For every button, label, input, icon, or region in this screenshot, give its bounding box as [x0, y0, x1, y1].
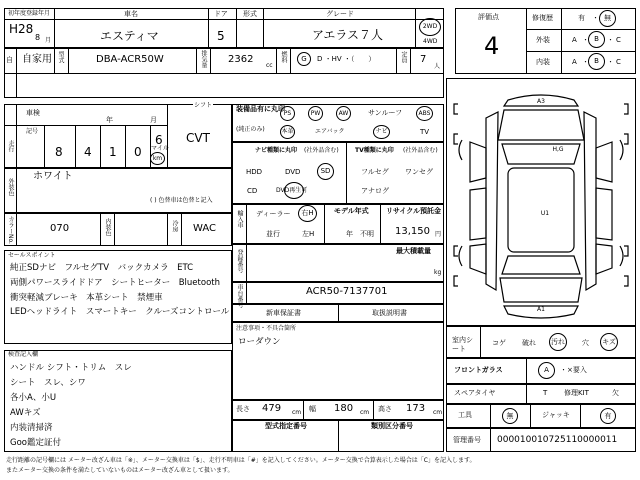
- import-right-h-circle: 右H: [298, 205, 317, 222]
- exterior-opt-a: A: [572, 36, 577, 44]
- nav-note: (社外品含む): [304, 147, 339, 154]
- digits-label: 記号: [26, 128, 39, 135]
- class-no-label: 類別区分番号: [371, 422, 413, 430]
- month-unit: 月: [45, 37, 52, 44]
- repair-opt-yes: 有: [578, 14, 585, 22]
- selling-point-2: 両側パワースライドドア シートヒーター Bluetooth: [10, 278, 220, 288]
- mileage-digit-1: 8: [55, 145, 63, 159]
- nav-sd-circle: SD: [317, 163, 334, 180]
- inspection-month-unit: 月: [150, 116, 157, 124]
- max-load-label: 最大積載量: [396, 247, 431, 255]
- mileage-digit-5: 6: [155, 133, 163, 147]
- cc-label: 形式: [243, 10, 257, 18]
- equipment-label: 装備品有に丸印: [236, 105, 285, 113]
- car-name-label: 車名: [124, 10, 138, 18]
- shift-value: CVT: [186, 131, 210, 145]
- model-label: 型式: [57, 51, 64, 63]
- seat-scratch-circle: キズ: [600, 333, 618, 351]
- first-reg-year: H28: [9, 22, 34, 36]
- tv-analog: アナログ: [361, 187, 389, 195]
- tv-fullseg: フルセグ: [361, 168, 389, 176]
- seat-stain-circle: 汚れ: [549, 333, 567, 351]
- notes-label: 注意事項・不具合箇所: [236, 325, 297, 332]
- seat-tear: 破れ: [522, 339, 536, 347]
- import-dealer: ディーラー: [256, 210, 291, 218]
- interior-seat-label: 室内シート: [452, 336, 473, 354]
- tools-none-circle: 無: [502, 408, 518, 424]
- model-year-label: モデル年式: [334, 207, 369, 215]
- model-value: DBA-ACR50W: [96, 54, 164, 65]
- notes-value: ローダウン: [238, 337, 281, 347]
- inspector-line-5: 内装清掃済: [10, 423, 53, 433]
- nav-label: ナビ種類に丸印: [255, 147, 298, 154]
- selling-point-4: LEDヘッドライト スマートキー クルーズコントロール: [10, 307, 230, 317]
- jack-label: ジャッキ: [542, 411, 570, 419]
- nav-dvd-play: DVD再生可: [276, 187, 308, 194]
- width-value: 180: [334, 403, 354, 414]
- seat-hole: 穴: [582, 339, 589, 347]
- shift-label: シフト: [194, 102, 213, 109]
- drive-2wd-circle: 2WD: [419, 18, 441, 36]
- recycle-unit: 円: [435, 231, 442, 238]
- diag-u1: U1: [540, 210, 550, 217]
- diag-a3: A3: [537, 98, 545, 105]
- inspector-line-4: AWキズ: [10, 408, 41, 418]
- trim-value: WAC: [193, 223, 216, 234]
- mileage-digit-2: 4: [84, 145, 92, 159]
- seat-burn: コゲ: [492, 339, 506, 347]
- inspector-line-6: Goo鑑定証付: [10, 438, 61, 448]
- length-value: 479: [262, 403, 282, 414]
- tv-note: (社外品含む): [403, 147, 438, 154]
- km-unit-circle: km: [150, 152, 165, 165]
- fuel-label: 燃料: [280, 51, 287, 63]
- grade-label: グレード: [326, 10, 354, 18]
- width-unit: cm: [360, 409, 370, 416]
- color-no-label: カラーNo.: [7, 216, 14, 244]
- displacement-value: 2362: [228, 54, 254, 65]
- equip-navi: ナビ: [373, 125, 390, 139]
- control-value: 000010010725110000011: [497, 435, 618, 445]
- chassis-value: ACR50-7137701: [306, 286, 388, 297]
- fuel-g-circle: G: [297, 52, 311, 66]
- height-label: 高さ: [378, 405, 392, 413]
- spare-tire-label: スペアタイヤ: [454, 389, 496, 397]
- capacity-unit: 人: [434, 63, 441, 70]
- jack-yes-circle: 有: [600, 408, 616, 424]
- recycle-value: 13,150: [395, 226, 430, 237]
- equip-leather: 本革: [280, 125, 295, 139]
- diag-hg: H,G: [552, 146, 564, 153]
- spare-tire-t: T: [543, 389, 548, 397]
- reg-number-label: 登録番号: [236, 249, 243, 273]
- displacement-unit: cc: [266, 62, 273, 69]
- equip-aw: AW: [336, 106, 351, 121]
- interior-opt-a: A: [572, 58, 577, 66]
- interior-color-label: 内装色: [104, 218, 111, 236]
- equipment-note: (純正のみ): [236, 126, 265, 133]
- trim-label: 冷房: [171, 220, 178, 232]
- interior-opt-b-circle: B: [588, 53, 605, 70]
- mileage-digit-4: 0: [134, 145, 142, 159]
- tv-label: TV種類に丸印: [355, 147, 394, 154]
- model-year-value: 年 不明: [346, 230, 374, 238]
- drive-4wd: 4WD: [423, 38, 438, 45]
- equip-tv: TV: [420, 128, 430, 136]
- car-diagram: [446, 78, 636, 326]
- width-label: 幅: [309, 405, 316, 413]
- first-reg-month: 8: [35, 33, 41, 42]
- import-left-h: 左H: [302, 230, 315, 238]
- interior-label: 内装: [536, 58, 550, 66]
- spare-tire-missing: 欠: [612, 389, 619, 397]
- front-glass-a-circle: A: [538, 362, 555, 379]
- front-glass-rest: ・×要入: [560, 366, 587, 374]
- tools-label: 工具: [458, 411, 472, 419]
- usage-value: 自家用: [22, 54, 52, 65]
- recycle-label: リサイクル預託金: [386, 207, 442, 215]
- score-label: 評価点: [478, 13, 499, 21]
- equip-ps: PS: [280, 106, 295, 121]
- color-note: ( ) 色替車は色替と記入: [150, 197, 213, 204]
- color-no-value: 070: [50, 223, 70, 234]
- capacity-value: 7: [420, 54, 427, 65]
- mile-unit: マイル: [151, 145, 169, 152]
- repair-opt-no-circle: 無: [599, 10, 616, 27]
- equip-pw: PW: [308, 106, 323, 121]
- exterior-opt-b-circle: B: [588, 31, 605, 48]
- inspector-line-2: シート スレ、シワ: [10, 378, 86, 388]
- selling-points-label: セールスポイント: [8, 252, 56, 259]
- exterior-label: 外装: [536, 36, 550, 44]
- spare-tire-kit: 修理KIT: [564, 389, 589, 397]
- manual: 取扱説明書: [372, 309, 407, 317]
- max-load-unit: kg: [434, 269, 442, 276]
- diag-a1: A1: [537, 306, 545, 313]
- equip-airbag: エアバック: [315, 128, 345, 135]
- nav-hdd: HDD: [246, 168, 263, 176]
- grade-value: アエラス７人: [312, 28, 384, 42]
- distance-label: 走行: [7, 140, 14, 152]
- footer-line-2: またメーター交換の条件を満たしていないものはメーター改ざん車として扱います。: [6, 467, 234, 474]
- new-car-warranty: 新車保証書: [266, 309, 301, 317]
- door-label: ドア: [214, 10, 228, 18]
- exterior-opt-c: C: [616, 36, 621, 44]
- import-parallel: 並行: [266, 230, 280, 238]
- selling-point-3: 衝突軽減ブレーキ 本革シート 禁煙車: [10, 293, 163, 303]
- notes-box: [232, 322, 444, 400]
- repair-label: 修復歴: [532, 14, 553, 22]
- color-label: 外装色: [7, 178, 14, 196]
- length-unit: cm: [292, 409, 302, 416]
- height-unit: cm: [433, 409, 443, 416]
- tv-oneseg: ワンセグ: [405, 168, 433, 176]
- equip-sunroof: サンルーフ: [368, 109, 403, 117]
- usage-small: 自: [6, 56, 13, 64]
- type-no-label: 型式指定番号: [265, 422, 307, 430]
- equip-abs: ABS: [416, 106, 433, 121]
- color-value: ホワイト: [33, 171, 73, 182]
- selling-point-1: 純正SDナビ フルセグTV バックカメラ ETC: [10, 263, 194, 273]
- interior-opt-c: C: [616, 58, 621, 66]
- doors-value: 5: [217, 29, 225, 43]
- inspection-year-unit: 年: [106, 116, 113, 124]
- chassis-label: 車台番号: [236, 284, 243, 308]
- inspector-label: 検査記入欄: [8, 351, 39, 358]
- fuel-rest: D ・HV ・（ ）: [317, 55, 376, 63]
- footer-line-1: 走行距離の記号欄には メーター改ざん車は「※」、メーター交換車は「$」、走行不明車は「#」を記入してください。メーター交換で合算表示した場合は「C」を記入します。: [6, 457, 476, 464]
- height-value: 173: [406, 403, 426, 414]
- inspector-line-3: 各小A、小U: [10, 393, 57, 403]
- score-value: 4: [484, 32, 500, 60]
- control-label: 管理番号: [453, 436, 481, 444]
- front-glass-label: フロントガラス: [454, 366, 503, 374]
- length-label: 長さ: [236, 405, 250, 413]
- inspector-line-1: ハンドル シフト・トリム スレ: [10, 363, 132, 373]
- car-name-value: エスティマ: [100, 29, 159, 43]
- capacity-label: 定員: [400, 51, 407, 63]
- inspection-label: 車検: [26, 109, 40, 117]
- nav-cd: CD: [247, 187, 258, 195]
- import-label: 輸入車: [236, 210, 243, 228]
- mileage-digit-3: 1: [109, 145, 117, 159]
- displacement-label: 排気量: [200, 50, 207, 68]
- nav-dvd: DVD: [285, 168, 301, 176]
- first-reg-label: 初年度登録年月: [8, 10, 51, 17]
